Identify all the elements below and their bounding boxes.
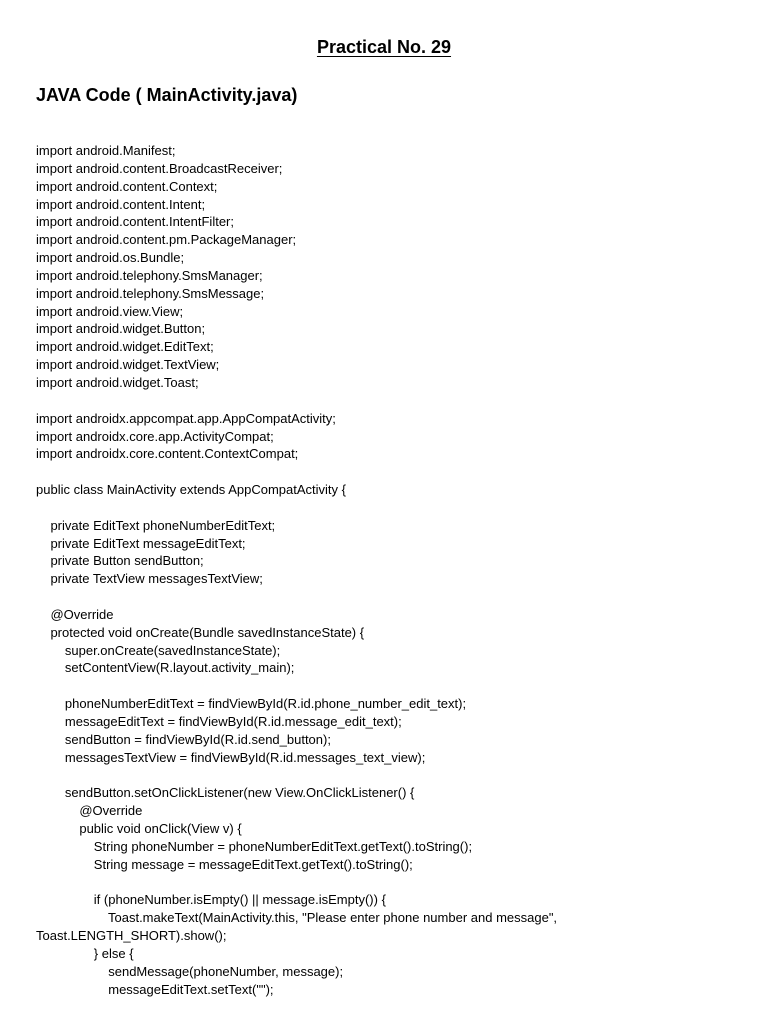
code-line: import androidx.core.content.ContextCompat; [36, 446, 299, 462]
code-line: messageEditText.setText(""); [36, 981, 274, 997]
code-line: import android.widget.TextView; [36, 357, 220, 373]
code-line: sendButton.setOnClickListener(new View.OnClickListener() { [36, 785, 415, 801]
code-line: import android.telephony.SmsManager; [36, 267, 263, 283]
code-line: @Override [36, 606, 114, 622]
code-line: import android.content.Context; [36, 178, 218, 194]
code-line: import android.telephony.SmsMessage; [36, 285, 265, 301]
code-line: Toast.LENGTH_SHORT).show(); [36, 928, 227, 944]
code-line: phoneNumberEditText = findViewById(R.id.phone_number_edit_text); [36, 696, 467, 712]
code-line [36, 463, 736, 481]
code-line: import androidx.appcompat.app.AppCompatActivity; [36, 410, 336, 426]
code-line: messageEditText = findViewById(R.id.message_edit_text); [36, 714, 402, 729]
code-line: super.onCreate(savedInstanceState); [36, 642, 281, 658]
code-line: import androidx.core.app.ActivityCompat; [36, 428, 274, 444]
code-line: import android.content.BroadcastReceiver; [36, 160, 283, 176]
code-line: public void onClick(View v) { [36, 821, 242, 837]
code-line: import android.widget.EditText; [36, 339, 214, 355]
code-line: private Button sendButton; [36, 553, 204, 569]
code-line: if (phoneNumber.isEmpty() || message.isEmpty()) { [36, 892, 386, 908]
code-line: import android.content.Intent; [36, 196, 206, 212]
code-line: setContentView(R.layout.activity_main); [36, 660, 295, 676]
code-line: private TextView messagesTextView; [36, 571, 263, 587]
code-line: import android.content.pm.PackageManager; [36, 232, 297, 248]
code-line: import android.view.View; [36, 303, 184, 319]
code-line: messagesTextView = findViewById(R.id.messages_text_view); [36, 749, 426, 765]
code-line: import android.widget.Toast; [36, 374, 199, 390]
code-line: private EditText messageEditText; [36, 535, 246, 551]
code-line: import android.os.Bundle; [36, 250, 185, 266]
code-line: import android.widget.Button; [36, 321, 206, 337]
code-line: } else { [36, 945, 134, 961]
code-line: String message = messageEditText.getText().toString(); [36, 856, 413, 872]
code-line: import android.content.IntentFilter; [36, 214, 234, 230]
code-line: private EditText phoneNumberEditText; [36, 517, 276, 533]
code-line [36, 874, 736, 892]
page-title-text: Practical No. 29 [316, 37, 452, 57]
code-line: sendButton = findViewById(R.id.send_button); [36, 731, 331, 747]
code-line [36, 499, 736, 517]
code-line [36, 677, 736, 695]
code-line: protected void onCreate(Bundle savedInstanceState) { [36, 624, 365, 640]
code-line: @Override [36, 803, 143, 819]
code-line: String phoneNumber = phoneNumberEditText.getText().toString(); [36, 838, 473, 854]
code-line: sendMessage(phoneNumber, message); [36, 963, 344, 979]
code-listing [36, 142, 736, 999]
code-line: Toast.makeText(MainActivity.this, "Please enter phone number and message", [36, 910, 558, 926]
code-section-heading: JAVA Code ( MainActivity.java) [36, 85, 298, 105]
page-title [0, 36, 768, 58]
code-line [36, 392, 736, 410]
code-line: import android.Manifest; [36, 143, 176, 158]
code-line: public class MainActivity extends AppCompatActivity { [36, 482, 346, 498]
code-line [36, 767, 736, 785]
code-line [36, 588, 736, 606]
